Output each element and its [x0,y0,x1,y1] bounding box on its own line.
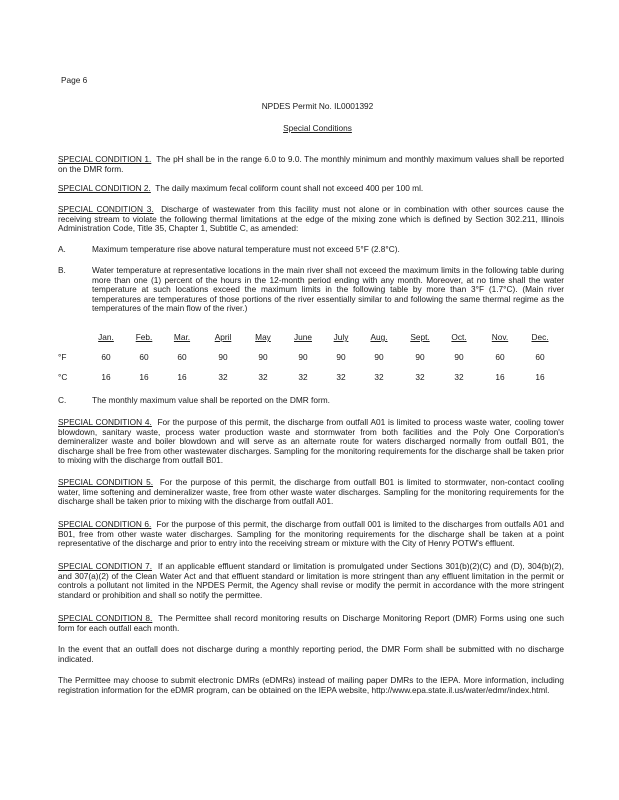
month-header-nov: Nov. [491,332,509,342]
special-condition-1 [58,155,564,174]
table-cell: 16 [495,372,505,382]
permit-title: NPDES Permit No. IL0001392 [261,101,374,111]
sc3-item-c-label: C. [58,395,67,405]
table-cell: 32 [298,372,308,382]
unit-fahrenheit: °F [58,352,67,362]
table-cell: 90 [218,352,228,362]
month-header-may: May [255,332,271,342]
month-header-mar: Mar. [173,332,191,342]
special-condition-3 [58,205,564,234]
special-condition-1-label: SPECIAL CONDITION 1. [58,154,152,164]
special-condition-4 [58,418,564,466]
special-condition-5-label: SPECIAL CONDITION 5. [58,477,154,487]
sc3-item-a-text: Maximum temperature rise above natural temperature must not exceed 5°F (2.8°C). [92,244,400,254]
table-cell: 32 [336,372,346,382]
sc3-item-a-label: A. [58,244,66,254]
table-cell: 16 [101,372,111,382]
table-cell: 60 [177,352,187,362]
sc3-item-c-text: The monthly maximum value shall be reported on the DMR form. [92,395,330,405]
table-cell: 60 [101,352,111,362]
month-header-jul: July [333,332,349,342]
month-header-oct: Oct. [451,332,467,342]
month-header-jan: Jan. [98,332,114,342]
no-discharge-paragraph: In the event that an outfall does not discharge during a monthly reporting period, the DMR Form shall be submitted with no discharge indicated. [58,644,564,664]
special-condition-8-label: SPECIAL CONDITION 8. [58,613,153,623]
special-condition-7-text: If an applicable effluent standard or limitation is promulgated under Sections 301(b)(2)(C) and (D), 304(b)(2), and 307(a)(2) of the Clean Water Act and that effluent standard or limitation is more stringent than any effluent limitation in the permit or controls a pollutant not limited in the NPDES Permit, the Agency shall revise or modify the permit in accordance with the more stringent standard or prohibition and shall so notify the permittee. [58,561,564,600]
table-cell: 90 [258,352,268,362]
table-cell: 60 [535,352,545,362]
month-header-dec: Dec. [531,332,549,342]
special-condition-8-text: The Permittee shall record monitoring results on Discharge Monitoring Report (DMR) Forms using one such form for each outfall each month. [58,613,564,633]
sc3-item-b-text: Water temperature at representative locations in the main river shall not exceed the maximum limits in the following table during more than one (1) percent of the hours in the 12-month period ending with any month. Moreover, at no time shall the water temperature at such locations exceed the maximum limits in the following table by more than 3°F (1.7°C). (Main river temperatures are temperatures of those portions of the river essentially similar to and following the same thermal regime as the temperatures of the main flow of the river.) [92,265,564,314]
special-condition-6-text: For the purpose of this permit, the discharge from outfall 001 is limited to the discharges from outfalls A01 and B01, free from other waste water discharges. Sampling for the monitoring requirements for the discharge shall be taken at a point representative of the discharge and prior to entry into the receiving stream or mixture with the City of Henry POTW's effluent. [58,519,564,549]
table-row-celsius [58,373,564,383]
sc3-item-b-label: B. [58,265,66,275]
table-cell: 32 [415,372,425,382]
table-cell: 32 [374,372,384,382]
table-cell: 16 [177,372,187,382]
table-cell: 90 [415,352,425,362]
special-condition-5-text: For the purpose of this permit, the discharge from outfall B01 is limited to stormwater, non-contact cooling water, lime softening and demineralizer waste, free from other waste water discharges. Sampling for the monitoring requirements for the discharge shall be taken prior to mixing with the discharge from outfall A01. [58,477,564,507]
table-header-row [58,333,564,343]
table-cell: 90 [374,352,384,362]
table-cell: 32 [258,372,268,382]
table-cell: 16 [139,372,149,382]
page-number: Page 6 [61,75,88,85]
special-condition-6 [58,520,564,549]
edmr-paragraph: The Permittee may choose to submit electronic DMRs (eDMRs) instead of mailing paper DMRs to the IEPA. More information, including registration information for the eDMR program, can be obtained on the IEPA website, http://www.epa.state.il.us/water/edmr/index.html. [58,675,564,695]
month-header-feb: Feb. [135,332,153,342]
special-condition-2 [58,184,564,194]
table-cell: 32 [454,372,464,382]
table-cell: 90 [298,352,308,362]
table-cell: 90 [454,352,464,362]
table-cell: 90 [336,352,346,362]
table-cell: 60 [139,352,149,362]
table-row-fahrenheit [58,353,564,363]
special-condition-2-text: The daily maximum fecal coliform count shall not exceed 400 per 100 ml. [155,183,424,193]
special-condition-6-label: SPECIAL CONDITION 6. [58,519,152,529]
special-condition-4-label: SPECIAL CONDITION 4. [58,417,152,427]
month-header-aug: Aug. [370,332,388,342]
month-header-jun: June [294,332,312,342]
unit-celsius: °C [58,372,68,382]
special-condition-4-text: For the purpose of this permit, the discharge from outfall A01 is limited to process waste water, cooling tower blowdown, sanitary waste, process water production waste and stormwater from both facilities and the Poly One Corporation's demineralizer waste and boiler blowdown and will serve as an alternate route for waters discharged normally from outfall B01, the discharge shall be free from other wastewater discharges. Sampling for the monitoring requirements for the discharge shall be taken prior to mixing with the discharge from outfall B01. [58,417,564,466]
special-condition-7 [58,562,564,600]
special-condition-2-label: SPECIAL CONDITION 2. [58,183,151,193]
table-cell: 32 [218,372,228,382]
month-header-sep: Sept. [410,332,430,342]
special-condition-3-text: Discharge of wastewater from this facility must not alone or in combination with other sources cause the receiving stream to violate the following thermal limitations at the edge of the mixing zone which is defined by Section 302.211, Illinois Administration Code, Title 35, Chapter 1, Subtitle C, as amended: [58,204,564,234]
special-condition-1-text: The pH shall be in the range 6.0 to 9.0. The monthly minimum and monthly maximum values shall be reported on the DMR form. [58,154,565,174]
special-condition-8 [58,614,564,633]
month-header-apr: April [214,332,232,342]
table-cell: 60 [495,352,505,362]
special-condition-3-label: SPECIAL CONDITION 3. [58,204,154,214]
special-condition-5 [58,478,564,507]
special-condition-7-label: SPECIAL CONDITION 7. [58,561,153,571]
table-cell: 16 [535,372,545,382]
section-title: Special Conditions [283,123,352,133]
